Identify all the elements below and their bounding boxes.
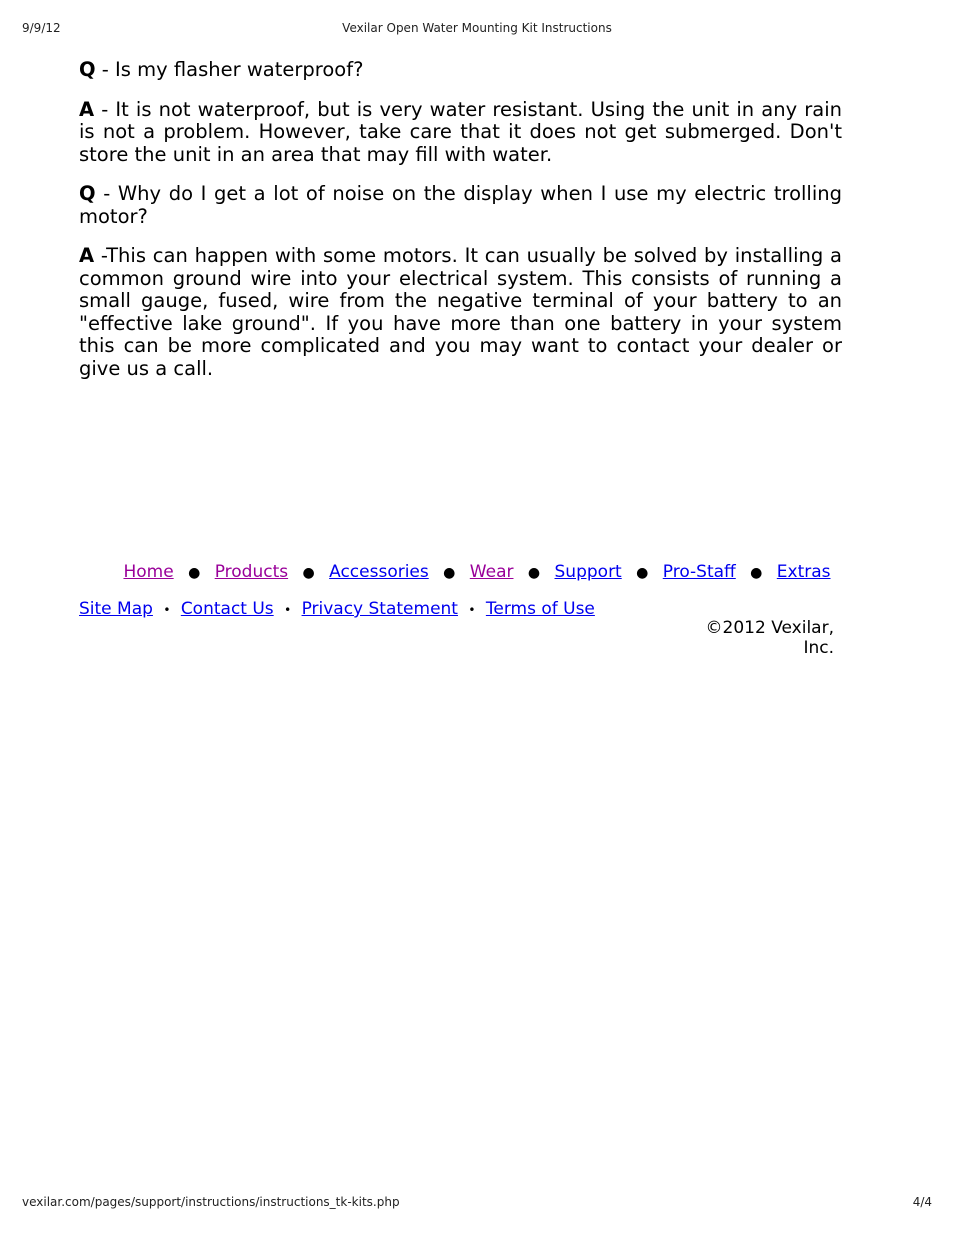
- answer-label: A: [79, 97, 95, 121]
- footer-link-contact-us[interactable]: Contact Us: [180, 599, 274, 619]
- question-label: Q: [79, 58, 96, 81]
- faq-content: [79, 59, 842, 397]
- nav-separator: ●: [302, 565, 315, 581]
- main-nav: [0, 562, 954, 583]
- nav-separator: ●: [443, 565, 456, 581]
- footer-nav: [79, 599, 595, 620]
- answer-text: -This can happen with some motors. It can usually be solved by installing a common ground wire into your electrical system. This consists of running a small gauge, fused, wire from the negative terminal of your battery to an "effective lake ground". If you have more than one battery in your system this can be more complicated and you may want to contact your dealer or give us a call.: [79, 244, 842, 380]
- nav-link-wear[interactable]: Wear: [469, 562, 514, 582]
- nav-separator: ●: [527, 565, 541, 581]
- nav-link-extras[interactable]: Extras: [776, 562, 831, 582]
- nav-link-home[interactable]: Home: [123, 562, 174, 582]
- faq-answer: [79, 99, 842, 167]
- print-header: [22, 21, 932, 37]
- nav-link-products[interactable]: Products: [214, 562, 289, 582]
- print-url: vexilar.com/pages/support/instructions/instructions_tk-kits.php: [22, 1195, 400, 1209]
- question-label: Q: [79, 182, 96, 205]
- nav-separator: ●: [636, 565, 649, 581]
- nav-link-accessories[interactable]: Accessories: [329, 562, 429, 582]
- copyright-notice: ©2012 Vexilar, Inc.: [705, 618, 834, 658]
- footer-link-privacy-statement[interactable]: Privacy Statement: [301, 599, 458, 619]
- nav-separator: ●: [188, 565, 201, 581]
- question-text: - Why do I get a lot of noise on the display when I use my electric trolling motor?: [79, 182, 842, 228]
- nav-separator: ●: [750, 565, 763, 581]
- footer-separator: •: [284, 603, 292, 617]
- faq-question: [79, 59, 842, 82]
- print-footer: [22, 1195, 932, 1211]
- answer-text: - It is not waterproof, but is very water resistant. Using the unit in any rain is not a problem. However, take care that it does not get submerged. Don't store the unit in an area that may fill with water.: [79, 97, 842, 166]
- faq-question: [79, 183, 842, 228]
- question-text: - Is my flasher waterproof?: [95, 58, 364, 81]
- print-date: 9/9/12: [22, 21, 61, 35]
- print-title: Vexilar Open Water Mounting Kit Instructions: [342, 21, 612, 35]
- footer-link-terms-of-use[interactable]: Terms of Use: [485, 599, 595, 619]
- footer-link-site-map[interactable]: Site Map: [79, 599, 153, 619]
- nav-link-support[interactable]: Support: [554, 562, 622, 582]
- page-number: 4/4: [912, 1195, 932, 1209]
- nav-link-pro-staff[interactable]: Pro-Staff: [662, 562, 736, 582]
- footer-separator: •: [163, 603, 171, 617]
- faq-answer: [79, 245, 842, 380]
- answer-label: A: [79, 244, 95, 267]
- footer-separator: •: [468, 603, 476, 617]
